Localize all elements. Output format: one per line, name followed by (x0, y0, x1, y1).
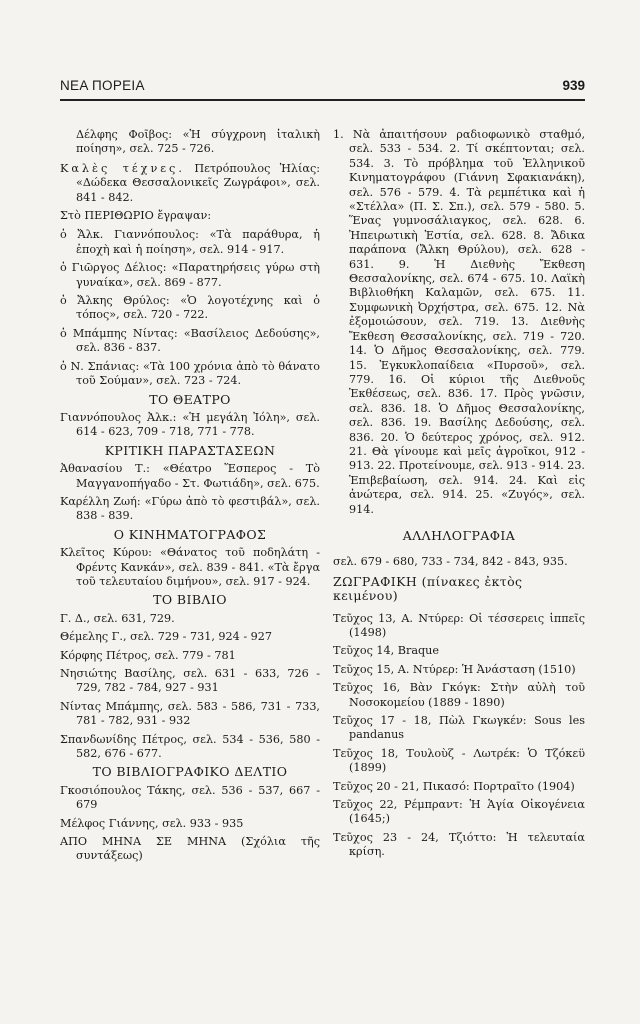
running-header (60, 78, 585, 102)
painting-item: Τεῦχος 17 - 18, Πὼλ Γκωγκέν: Sous les pandanus (333, 714, 585, 742)
painting-subtitle: (πίνακες ἐκτὸς κειμένου) (333, 573, 523, 604)
painting-item: Τεῦχος 22, Ρέμπραντ: Ἡ Ἁγία Οἰκογένεια (1645;) (333, 798, 585, 826)
criticism-item: Καρέλλη Ζωή: «Γύρω ἀπὸ τὸ φεστιβάλ», σελ. 838 - 839. (60, 494, 320, 523)
painting-heading: ΖΩΓΡΑΦΙΚΗ (333, 573, 418, 589)
book-item: Σπανδωνίδης Πέτρος, σελ. 534 - 536, 580 - 582, 676 - 677. (60, 732, 320, 761)
painting-item: Τεῦχος 14, Braque (333, 644, 439, 658)
entry-delfis: Δέλφης Φοῖβος: «Ἡ σύγχρονη ἰταλικὴ ποίηση», σελ. 725 - 726. (76, 128, 320, 156)
criticism-item: Ἀθανασίου Τ.: «Θέατρο Ἕσπερος - Τὸ Μαγγανοπήγαδο - Στ. Φωτιάδη», σελ. 675. (60, 462, 320, 490)
book-item: Κόρφης Πέτρος, σελ. 779 - 781 (60, 648, 236, 662)
book-item: Γ. Δ., σελ. 631, 729. (60, 611, 175, 625)
section-heading-painting (333, 575, 585, 604)
section-heading-theatre: ΤΟ ΘΕΑΤΡΟ (149, 391, 231, 407)
perithorio-item: ὁ Μπάμπης Νίντας: «Βασίλειος Δεδούσης», σελ. 836 - 837. (60, 326, 320, 355)
page-number: 939 (562, 78, 585, 93)
painting-item: Τεῦχος 18, Τουλοὺζ - Λωτρέκ: Ὁ Τζόκεϋ (1899) (333, 746, 585, 775)
kales-text: Πετρόπουλος Ἠλίας: «Δώδεκα Θεσσαλονικεῖς Ζωγράφοι», σελ. 841 - 842. (76, 161, 321, 204)
theatre-item: Γιαννόπουλος Ἀλκ.: «Ἡ μεγάλη Ἰόλη», σελ. 614 - 623, 709 - 718, 771 - 778. (60, 410, 320, 439)
correspondence-pages: σελ. 679 - 680, 733 - 734, 842 - 843, 935. (333, 555, 568, 569)
bulletin-item: Γκοσιόπουλος Τάκης, σελ. 536 - 537, 667 - 679 (60, 783, 320, 812)
book-item: Νησιώτης Βασίλης, σελ. 631 - 633, 726 - 729, 782 - 784, 927 - 931 (60, 667, 320, 695)
painting-item: Τεῦχος 15, Α. Ντύρερ: Ἡ Ἀνάσταση (1510) (333, 662, 576, 676)
painting-item: Τεῦχος 20 - 21, Πικασό: Πορτραῖτο (1904) (333, 779, 575, 793)
kales-label: Καλὲς τέχνες. (60, 161, 185, 175)
section-heading-month-to-month (60, 835, 320, 864)
section-heading-bibliographic-bulletin: ΤΟ ΒΙΒΛΙΟΓΡΑΦΙΚΟ ΔΕΛΤΙΟ (92, 764, 288, 780)
book-item: Νίντας Μπάμπης, σελ. 583 - 586, 731 - 733, 781 - 782, 931 - 932 (60, 699, 320, 728)
section-heading-performance-criticism: ΚΡΙΤΙΚΗ ΠΑΡΑΣΤΑΣΕΩΝ (104, 442, 276, 458)
book-item: Θέμελης Γ., σελ. 729 - 731, 924 - 927 (60, 630, 273, 644)
journal-title: ΝΕΑ ΠΟΡΕΙΑ (60, 78, 145, 93)
right-column (333, 128, 585, 864)
section-heading-book: ΤΟ ΒΙΒΛΙΟ (153, 592, 227, 608)
bulletin-item: Μέλφος Γιάννης, σελ. 933 - 935 (60, 816, 244, 830)
painting-item: Τεῦχος 23 - 24, Τζιόττο: Ἡ τελευταία κρίση. (333, 830, 585, 859)
section-heading-correspondence: ΑΛΛΗΛΟΓΡΑΦΙΑ (402, 527, 516, 543)
painting-item: Τεῦχος 16, Βὰν Γκόγκ: Στὴν αὐλὴ τοῦ Νοσοκομείου (1889 - 1890) (333, 681, 585, 709)
section-heading-cinema: Ο ΚΙΝΗΜΑΤΟΓΡΑΦΟΣ (113, 526, 267, 542)
perithorio-item: ὁ Ν. Σπάνιας: «Τὰ 100 χρόνια ἀπὸ τὸ θάνατο τοῦ Σούμαν», σελ. 723 - 724. (60, 359, 320, 388)
cinema-item: Κλεῖτος Κύρου: «Θάνατος τοῦ ποδηλάτη - Φρέντς Κανκάν», σελ. 839 - 841. «Τὰ ἔργα τοῦ τελευταίου διμήνου», σελ. 917 - 924. (60, 546, 320, 588)
perithorio-item: ὁ Ἄλκης Θρύλος: «Ὁ λογοτέχνης καὶ ὁ τόπος», σελ. 720 - 722. (60, 294, 320, 322)
chronicle-list: 1. Νὰ ἀπαιτήσουν ραδιοφωνικὸ σταθμό, σελ. 533 - 534. 2. Τί σκέπτονται; σελ. 534. 3. Τὸ πρόβλημα τοῦ Ἑλληνικοῦ Κινηματογράφου (Γιάννη Σφακιανάκη), σελ. 576 - 579. 4. Τὰ ρεμπέτικα καὶ ἡ «Στέλλα» (Π. Σ. Σπ.), σελ. 579 - 580. 5. Ἕνας γυμνοσάλιαγκος, σελ. 628. 6. Ἠπειρωτικὴ Ἑστία, σελ. 628. 8. Ἄδικα παράπονα (Ἄλκη Θρύλου), σελ. 628 - 631. 9. Ἡ Διεθνὴς Ἔκθεση Θεσσαλονίκης, σελ. 674 - 675. 10. Λαϊκὴ Βιβλιοθήκη Καλαμῶν, σελ. 675. 11. Συμφωνικὴ Ὀρχήστρα, σελ. 675. 12. Νὰ ἐξομοιώσουν, σελ. 719. 13. Διεθνὴς Ἔκθεση Θεσσαλονίκης, σελ. 719 - 720. 14. Ὁ Δῆμος Θεσσαλονίκης, σελ. 779. 15. Ἐγκυκλοπαίδεια «Πυρσοῦ», σελ. 779. 16. Οἱ κύριοι τῆς Διεθνοῦς Ἐκθέσεως, σελ. 836. 17. Πρὸς γνῶσιν, σελ. 836. 18. Ὁ Δῆμος Θεσσαλονίκης, σελ. 836. 19. Βασίλης Δεδούσης, σελ. 836. 20. Ὁ δεύτερος χρόνος, σελ. 912. 21. Θὰ γίνουμε καὶ μεῖς ἀγροῖκοι, 912 - 913. 22. Προτείνουμε, σελ. 913 - 914. 23. Ἐπιβεβαίωση, σελ. 914. 24. Καὶ εἰς ἀνώτερα, σελ. 914. 25. «Ζυγός», σελ. 914. (333, 128, 585, 516)
perithorio-intro: Στὸ ΠΕΡΙΘΩΡΙΟ ἔγραψαν: (60, 209, 212, 223)
left-column (60, 128, 320, 868)
perithorio-item: ὁ Ἄλκ. Γιαννόπουλος: «Τὰ παράθυρα, ἡ ἐποχὴ καὶ ἡ ποίηση», σελ. 914 - 917. (60, 228, 320, 256)
perithorio-item: ὁ Γιῶργος Δέλιος: «Παρατηρήσεις γύρω στὴ γυναίκα», σελ. 869 - 877. (60, 261, 320, 289)
painting-item: Τεῦχος 13, Α. Ντύρερ: Οἱ τέσσερεις ἱππεῖς (1498) (333, 611, 585, 639)
header-rule (60, 99, 585, 101)
month-subtitle: (Σχόλια τῆς συντάξεως) (76, 835, 320, 863)
entry-kales-technes (60, 162, 320, 205)
month-heading: ΑΠΟ ΜΗΝΑ ΣΕ ΜΗΝΑ (60, 835, 227, 849)
